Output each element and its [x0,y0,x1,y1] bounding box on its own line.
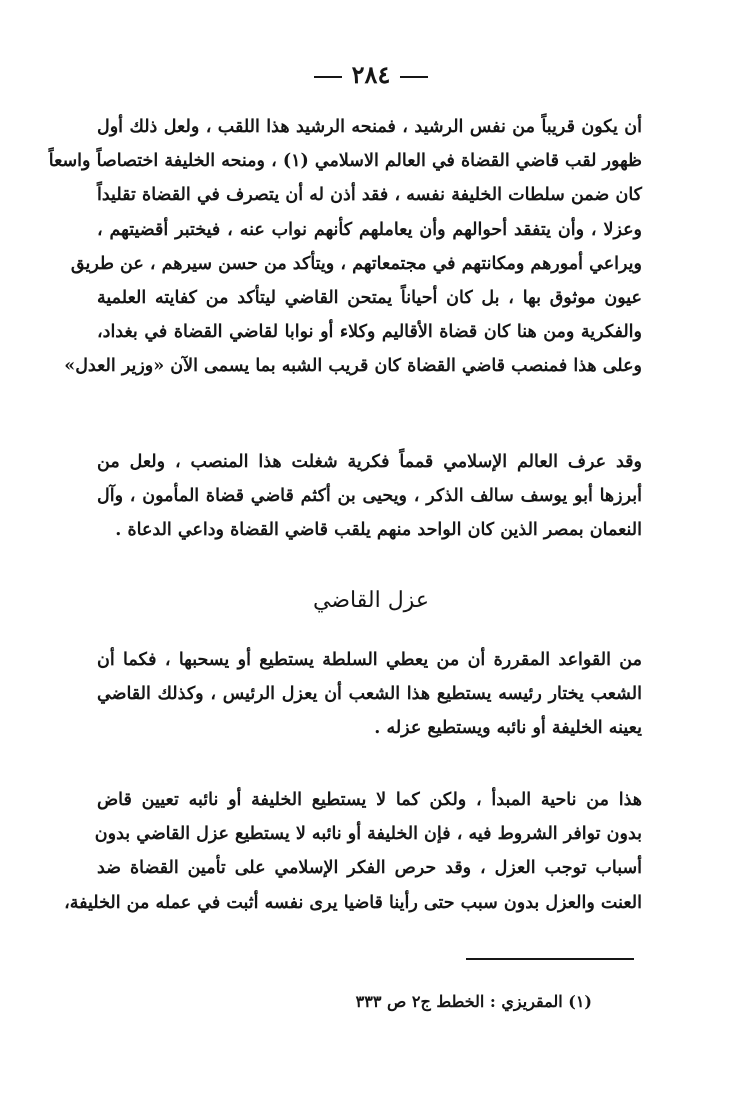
text-line: والفكرية ومن هنا كان قضاة الأقاليم وكلاء أو نوابا لقاضي القضاة في بغداد، [97,322,642,343]
text-line: أن يكون قريباً من نفس الرشيد ، فمنحه الرشيد هذا اللقب ، ولعل ذلك أول [97,117,642,137]
text-line: العنت والعزل بدون سبب حتى رأينا قاضيا يرى نفسه أثبت في عمله من الخليفة، [64,892,642,913]
text-line: أبرزها أبو يوسف سالف الذكر ، ويحيى بن أكثم قاضي قضاة المأمون ، وآل [97,486,642,507]
text-line: يعينه الخليفة أو نائبه ويستطيع عزله . [374,718,642,739]
page-number [0,60,742,89]
text-line: وقد عرف العالم الإسلامي قمماً فكرية شغلت هذا المنصب ، ولعل من [97,452,642,472]
text-line: الشعب يختار رئيسه يستطيع هذا الشعب أن يعزل الرئيس ، وكذلك القاضي [97,684,642,705]
section-heading: عزل القاضي [313,588,429,613]
page-number-dash-right [400,76,428,78]
text-line: بدون توافر الشروط فيه ، فإن الخليفة أو نائبه لا يستطيع عزل القاضي بدون [94,824,642,845]
text-line: وعزلا ، وأن يتفقد أحوالهم وأن يعاملهم كأنهم نواب عنه ، فيختبر أقضيتهم ، [97,219,642,240]
text-line: عيون موثوق بها ، بل كان أحياناً يمتحن القاضي ليتأكد من كفايته العلمية [97,287,642,308]
page-number-text: ٢٨٤ [351,60,391,89]
page-number-dash-left [314,76,342,78]
paragraph-qadi-al-qudat-origin [48,110,642,384]
paragraph-dismissal-principle [64,783,642,920]
footnote-divider [466,958,634,960]
text-line: هذا من ناحية المبدأ ، ولكن كما لا يستطيع الخليفة أو نائبه تعيين قاض [97,790,642,810]
text-line: وعلى هذا فمنصب قاضي القضاة كان قريب الشبه بما يسمى الآن «وزير العدل» [64,356,642,377]
text-line: من القواعد المقررة أن من يعطي السلطة يستطيع أو يسحبها ، فكما أن [97,650,642,670]
paragraph-notable-judges [97,445,642,548]
paragraph-dismissal-rule [97,643,642,746]
text-line: أسباب توجب العزل ، وقد حرص الفكر الإسلامي على تأمين القضاة ضد [97,858,642,879]
text-line: النعمان بمصر الذين كان الواحد منهم يلقب قاضي القضاة وداعي الدعاة . [115,520,642,541]
text-line: ظهور لقب قاضي القضاة في العالم الاسلامي (١) ، ومنحه الخليفة اختصاصاً واسعاً [48,151,642,172]
footnote: (١) المقريزي : الخطط ج٢ ص ٣٣٣ [355,992,592,1011]
text-line: ويراعي أمورهم ومكانتهم في مجتمعاتهم ، ويتأكد من حسن سيرهم ، عن طريق [70,253,642,274]
text-line: كان ضمن سلطات الخليفة نفسه ، فقد أذن له أن يتصرف في القضاة تقليداً [97,185,642,206]
